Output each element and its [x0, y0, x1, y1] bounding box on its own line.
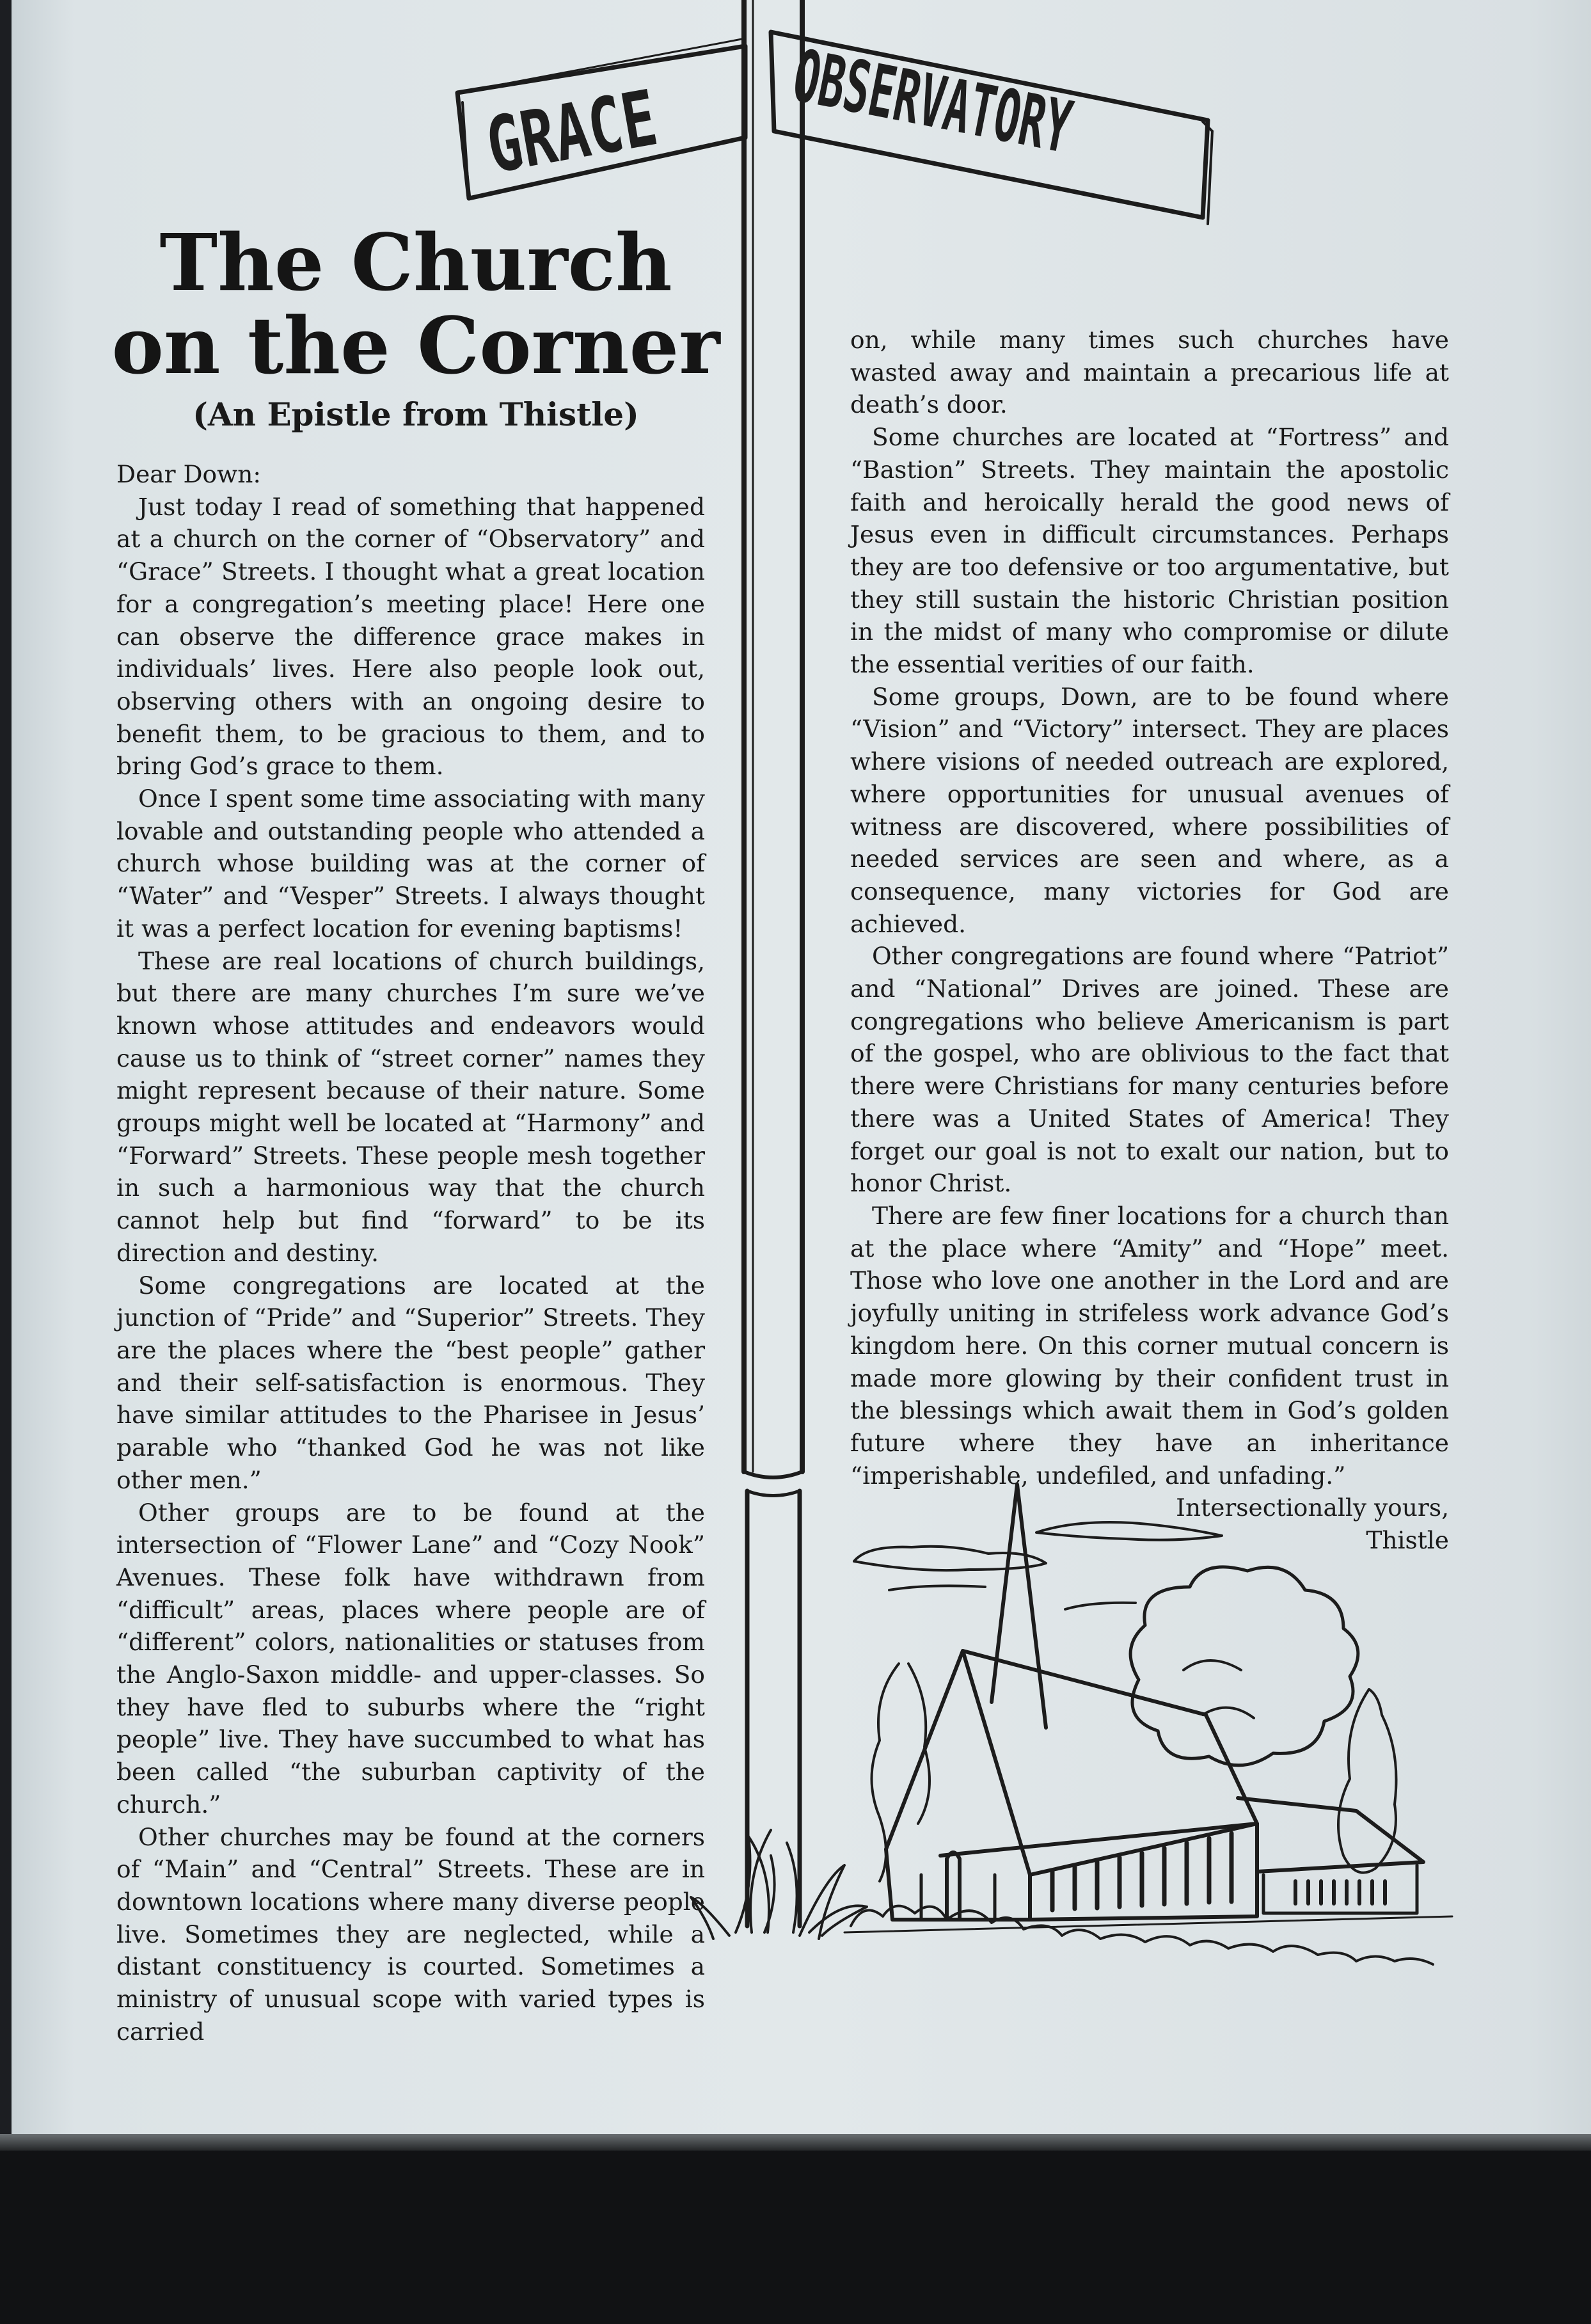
article-title: [109, 216, 723, 392]
sign-text-observatory: OBSERVATORY: [786, 33, 1079, 170]
paragraph: Some congregations are located at the junction of “Pride” and “Superior” Streets. They are the places where the “best people” gather and their self-satisfaction is enormous. They have similar attitudes to the Pharisee in Jesus’ parable who “thanked God he was not like other men.”: [116, 1271, 705, 1494]
paragraph: Once I spent some time associating with many lovable and outstanding people who attended a church whose building was at the corner of “Water” and “Vesper” Streets. I always thought it was a perfect location for evening baptisms!: [116, 784, 705, 943]
paragraph: There are few finer locations for a church than at the place where “Amity” and “Hope” meet. Those who love one another in the Lord and are joyfully uniting in strifeless work advance God’s kingdom here. On this corner mutual concern is made more glowing by their confident trust in the blessings which await them in God’s golden future where they have an inheritance “imperishable, undefiled, and unfading.”: [850, 1201, 1449, 1490]
paragraph: Some groups, Down, are to be found where “Vision” and “Victory” intersect. They are places where visions of needed outreach are explored, where opportunities for unusual avenues of witness are discovered, where possibilities of needed services are seen and where, as a consequence, many victories for God are achieved.: [850, 682, 1449, 938]
paragraph: Other congregations are found where “Patriot” and “National” Drives are joined. These are congregations who believe Americanism is part of the gospel, who are oblivious to the fact that there were Christians for many centuries before there was a United States of America! They forget our goal is not to exalt our nation, but to honor Christ.: [850, 942, 1449, 1198]
closing: Intersectionally yours,: [1176, 1493, 1449, 1522]
right-column: [850, 324, 1449, 1557]
article-subtitle: (An Epistle from Thistle): [193, 395, 639, 433]
sign-text-grace: GRACE: [480, 73, 663, 191]
paragraph: Other churches may be found at the corners of “Main” and “Central” Streets. These are in downtown locations where many diverse people live. Sometimes they are neglected, while a distant constituency is courted. Sometimes a ministry of unusual scope with varied types is carried: [116, 1822, 705, 2046]
left-column: [116, 458, 705, 2048]
salutation: Dear Down:: [116, 460, 261, 488]
paragraph: on, while many times such churches have wasted away and maintain a precarious life at death’s door.: [850, 326, 1449, 419]
paragraph: Just today I read of something that happened at a church on the corner of “Observatory” and “Grace” Streets. I thought what a great location for a congregation’s meeting place! Here one can observe the difference grace makes in individuals’ lives. Here also people look out, observing others with an ongoing desire to benefit them, to be gracious to them, and to bring God’s grace to them.: [116, 492, 705, 781]
title-line-2: on the Corner: [111, 299, 720, 392]
paragraph: These are real locations of church buildings, but there are many churches I’m sure we’ve known whose attitudes and endeavors would cause us to think of “street corner” names they might represent because of their nature. Some groups might well be located at “Harmony” and “Forward” Streets. These people mesh together in such a harmonious way that the church cannot help but find “forward” to be its direction and destiny.: [116, 946, 705, 1267]
title-line-1: The Church: [159, 216, 672, 308]
paragraph: Other groups are to be found at the intersection of “Flower Lane” and “Cozy Nook” Avenues. These folk have withdrawn from “difficult” areas, places where people are of “different” colors, nationalities or statuses from the Anglo-Saxon middle- and upper-classes. So they have fled to suburbs where the “right people” live. They have succumbed to what has been called “the suburban captivity of the church.”: [116, 1498, 705, 1819]
signature: Thistle: [1366, 1526, 1449, 1555]
paragraph: Some churches are located at “Fortress” and “Bastion” Streets. They maintain the apostolic faith and heroically herald the good news of Jesus even in difficult circumstances. Perhaps they are too defensive or too argumentative, but they still sustain the historic Christian position in the midst of many who compromise or dilute the essential verities of our faith.: [850, 423, 1449, 679]
